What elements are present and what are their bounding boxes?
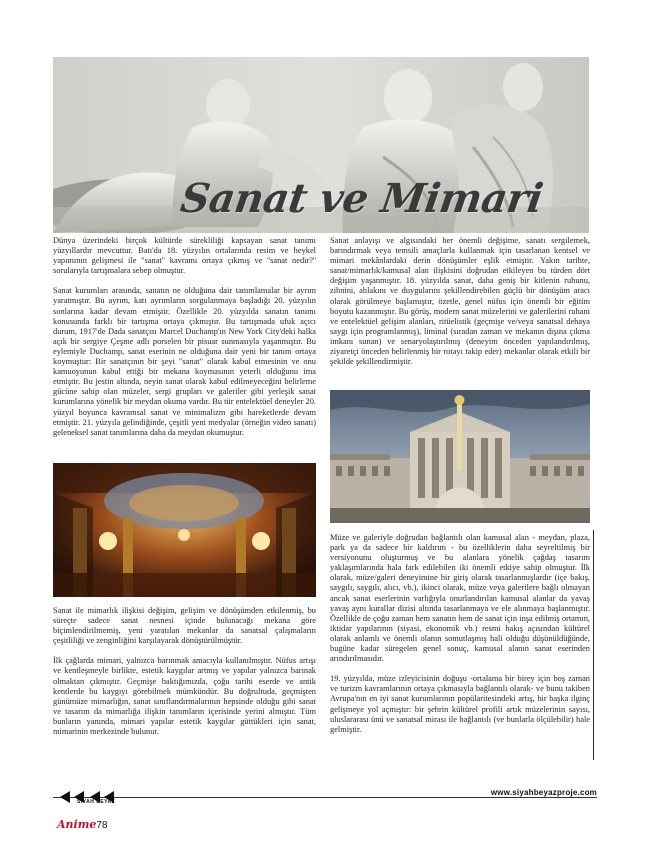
- magazine-logo: Anime: [57, 818, 97, 831]
- right-column-top: [330, 236, 590, 377]
- parliament-building-photo: [330, 390, 590, 523]
- opera-interior-photo: [53, 463, 316, 597]
- paragraph: İlk çağlarda mimari, yalnızca barınmak amacıyla kullanılmıştır. Nüfus artışı ve kentleşmeyle birlikte, estetik kaygılar artmış ve yapılar yalnızca barınak olmaktan çıkmıştır. Geçmişe baktığımızda, çoğu tarihi eserde ve antik kentlerde bu kaygıyı görebilmek mümkündür. Bu doğrultuda, geçmişten günümüze mimarlığın, sanat sınıflandırmalarının hepsinde olduğu gibi sanat ve tasarım da mimarlığa ilişkin tanımların içerisinde yerini almıştır. Tüm bunların yanında, mimari yapılar estetik kaygılar güttükleri için sanat, mimarinin merkezinde bulunur.: [53, 656, 316, 737]
- paragraph: 19. yüzyılda, müze izleyicisinin doğuşu -ortalama bir birey için boş zaman ve turizm kavramlarının ortaya çıkmasıyla bağlantılı olarak- ve bunu takiben Avrupa'nın en iyi sanat kurumlarının popülaritesindeki artış, bir başka ilginç gelişmeye yol açmıştır: bir şehrin kültürel profili artık müzelerinin sayısı, uluslararası ünü ve sanatsal mirası ile bağlantılı (ve bunlarla ölçülebilir) hale gelmiştir.: [330, 674, 590, 734]
- left-column-top: [53, 236, 316, 448]
- footer-rule: [53, 797, 597, 798]
- left-column-bottom: [53, 606, 316, 747]
- footer-website-link[interactable]: www.siyahbeyazproje.com: [490, 788, 597, 797]
- footer-brand: SİYAH BEYAZ: [77, 799, 116, 805]
- page-number: [57, 818, 107, 831]
- paragraph: Sanat anlayışı ve algısındaki her önemli değişime, sanatı sergilemek, barındırmak veya temsili amaçlarla kullanmak için tasarlanan kentsel ve mimari mekânlardaki derin dönüşümler eşlik etmiştir. Yakın tarihte, sanat/mimarlık/kamusal alan ilişkisini doğrudan etkileyen bu türden dört değişim yaşanmıştır. 18. yüzyılda sanat, daha geniş bir kitlenin ruhunu, zihnini, ahlakını ve duygularını şekillendirebilen güçlü bir dönüşüm aracı olarak görülmeye başlamıştır, özetle, genel nüfus için önemli bir eğitim boyutu kazanmıştır. Bu görüş, modern sanat müzelerini ve galerilerini ruhani ve entelektüel gelişim alanları, ritüelistik (geçmişe ve/veya sanatsal dehaya saygı için programlanmış), liminal (sıradan zaman ve mekanın dışına çıkma imkanı sunan) ve senaryolaştırılmış (deneyim önceden yapılandırılmış, ziyaretçi önceden belirlenmiş bir rotayı takip eder) mekanlar olarak etkili bir şekilde şekillendirmiştir.: [330, 236, 590, 367]
- paragraph: Sanat ile mimarlık ilişkisi değişim, gelişim ve dönüşümden etkilenmiş, bu süreçte sadece sanat nesnesi içinde bulunacağı mekana göre biçimlendirilmemiş, yeni yaratılan mekanlar da sanatsal çalışmaların çeşitliliği ve zenginliğini karşılayarak dönüştürülmüştür.: [53, 606, 316, 646]
- paragraph: Müze ve galeriyle doğrudan bağlantılı olan kamusal alan - meydan, plaza, park ya da sadece bir kaldırım - bu özelliklerin daha seyreltilmiş bir versiyonunu oluşturmuş ve bu alanlara yönelik çağdaş tasarım yaklaşımlarında hala fark edilebilen iki önemli etkiye sahip olmuştur. İlk olarak, müze/galeri deneyimine bir giriş olarak tasarlanmışlardır (içe bakış, saygılı, saygılı, alıcı, vb.), ikinci olarak, müze veya galerilere bağlı olmayan ancak sanat eserlerinin varlığıyla onurlandırılan kamusal alanlar da yavaş yavaş aynı kurallar dizisi altında tasarlanmaya ve ele alınmaya başlanmıştır. Özellikle de çoğu zaman hem sanatın hem de sanat için inşa edilmiş ortamın, iktidar yapılarının (siyasi, ekonomik vb.) resmi bakış açısından kültürel olarak anlamlı ve önemli olanın somutlaşmış hali olduğu düşünüldüğünde, bugüne kadar süregelen genel sonuç, kamusal alanın sanat eserinden arındırılmasıdır.: [330, 533, 590, 664]
- hero-image: [53, 57, 589, 233]
- page-number-value: 78: [96, 820, 108, 831]
- paragraph: Dünya üzerindeki birçok kültürde sürekliliği kapsayan sanat tanımı yüzyıllardır mevcuttur. Batı'da 18. yüzyılın ortalarında resim ve heykel yapımının gelişmesi ile "sanat" kavramı ortaya çıkmış ve ''sanat nedir?'' sorularıyla tartışmalara sebep olmuştur.: [53, 236, 316, 276]
- page-title: Sanat ve Mimari: [177, 175, 546, 222]
- column-rule: [593, 530, 594, 760]
- paragraph: Sanat kurumları arasında, sanatın ne olduğuna dair tanımlamalar bir ayrım yaratmıştır. Bu ayrım, katı ayrımların sorgulanmaya başladığı 20. yüzyılın sonlarına kadar devam etmiştir. Özellikle 20. yüzyılda sanatın tanımı konusunda farklı bir tartışma ortaya çıkmıştır. Bu tartışmada ufuk açıcı durum, 1917'de Dada sanatçısı Marcel Duchamp'ın New York City'deki halka açık bir sergiye Çeşme adlı porselen bir pisuar sunmasıyla yaşanmıştır. Bu eylemiyle Duchamp, sanat eserinin ne olduğuna dair yeni bir tanım ortaya koymuştur: Bir sanatçının bir şeyi "sanat" olarak kabul etmesinin ve onu kamuoyunun kabul ettiği bir mekana koymasının yeterli olduğunu ima etmiştir. Bu jestin altında, neyin sanat olarak kabul edilmeyeceğini belirleme gücüne sahip olan müzeler, sergi grupları ve galeriler gibi yerleşik sanat kurumlarına yönelik bir meydan okuma vardır. Bu tür entelektüel deneyler 20. yüzyıl boyunca kavramsal sanat ve minimalizm gibi hareketlerde devam etmiştir. 21. yüzyıla gelindiğinde, çeşitli yeni medyalar (örneğin video sanatı) geleneksel sanat tanımlarına daha da meydan okumuştur.: [53, 286, 316, 437]
- right-column-bottom: [330, 533, 590, 745]
